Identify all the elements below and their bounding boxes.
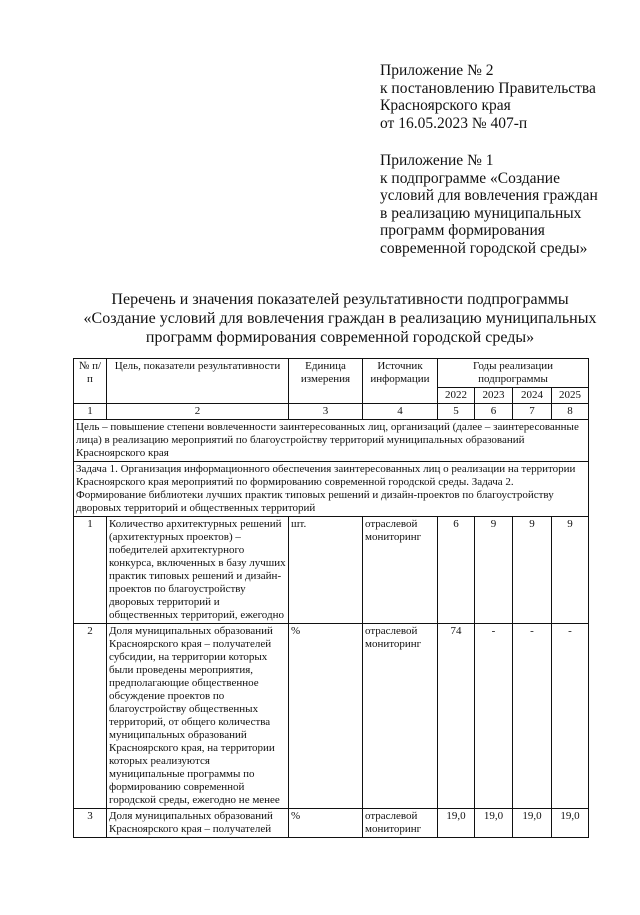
appendix-line: Приложение № 1 bbox=[380, 152, 494, 169]
header-source: Источник информации bbox=[363, 359, 438, 404]
row-source: отраслевой мониторинг bbox=[363, 624, 438, 809]
row-num: 3 bbox=[74, 809, 107, 838]
column-number-row bbox=[74, 404, 589, 420]
appendix-line: к подпрограмме «Создание bbox=[380, 169, 560, 187]
row-name: Количество архитектурных решений (архитектурных проектов) – победителей архитектурного конкурса, включенных в базу лучших практик типовых решений и дизайн-проектов по благоустройству дворовых территорий и общественных территорий, ежегодно bbox=[107, 517, 289, 624]
header-year-2024: 2024 bbox=[513, 388, 552, 404]
title-line: «Создание условий для вовлечения граждан в реализацию муниципальных bbox=[83, 310, 597, 327]
column-number: 2 bbox=[107, 404, 289, 420]
row-num: 1 bbox=[74, 517, 107, 624]
row-source: отраслевой мониторинг bbox=[363, 809, 438, 838]
appendix-line: программ формирования bbox=[380, 222, 545, 239]
row-value-2022: 6 bbox=[438, 517, 475, 624]
row-num: 2 bbox=[74, 624, 107, 809]
table-row bbox=[74, 624, 589, 809]
row-value-2022: 19,0 bbox=[438, 809, 475, 838]
appendix-line: условий для вовлечения граждан bbox=[380, 187, 598, 204]
row-unit: шт. bbox=[289, 517, 363, 624]
row-name: Доля муниципальных образований Красноярского края – получателей bbox=[107, 809, 289, 838]
appendix-line: в реализацию муниципальных bbox=[380, 204, 582, 222]
row-unit: % bbox=[289, 624, 363, 809]
appendix-line: современной городской среды» bbox=[380, 239, 588, 257]
row-source: отраслевой мониторинг bbox=[363, 517, 438, 624]
table-row bbox=[74, 517, 589, 624]
column-number: 5 bbox=[438, 404, 475, 420]
row-value-2023: - bbox=[475, 624, 513, 809]
column-number: 6 bbox=[475, 404, 513, 420]
row-value-2022: 74 bbox=[438, 624, 475, 809]
row-value-2024: 9 bbox=[513, 517, 552, 624]
table-row bbox=[74, 809, 589, 838]
row-value-2025: 9 bbox=[552, 517, 589, 624]
header-year-2023: 2023 bbox=[475, 388, 513, 404]
appendix-line: от 16.05.2023 № 407-п bbox=[380, 114, 528, 132]
row-value-2025: - bbox=[552, 624, 589, 809]
header-goal: Цель, показатели результативности bbox=[107, 359, 289, 404]
row-value-2025: 19,0 bbox=[552, 809, 589, 838]
column-number: 3 bbox=[289, 404, 363, 420]
tasks-row bbox=[74, 462, 589, 517]
header-year-2025: 2025 bbox=[552, 388, 589, 404]
row-value-2023: 19,0 bbox=[475, 809, 513, 838]
goal-text: Цель – повышение степени вовлеченности заинтересованных лиц, организаций (далее – заинтересованные лица) в реализацию мероприятий по благоустройству территорий муниципальных образований Красноярского края bbox=[74, 420, 589, 462]
header-year-2022: 2022 bbox=[438, 388, 475, 404]
row-unit: % bbox=[289, 809, 363, 838]
header-years-group: Годы реализации подпрограммы bbox=[438, 359, 589, 388]
document-title bbox=[60, 290, 620, 347]
row-value-2024: 19,0 bbox=[513, 809, 552, 838]
title-line: Перечень и значения показателей результативности подпрограммы bbox=[111, 291, 569, 308]
column-number: 1 bbox=[74, 404, 107, 420]
row-value-2024: - bbox=[513, 624, 552, 809]
goal-row bbox=[74, 420, 589, 462]
column-number: 4 bbox=[363, 404, 438, 420]
column-number: 7 bbox=[513, 404, 552, 420]
row-name: Доля муниципальных образований Красноярского края – получателей субсидии, на территории которых были проведены мероприятия, предполагающие общественное обсуждение проектов по благоустройству общественных территорий, от общего количества муниципальных образований Красноярского края, на территории которых реализуются муниципальные программы по формированию современной городской среды, ежегодно не менее bbox=[107, 624, 289, 809]
appendix-line: к постановлению Правительства bbox=[380, 79, 596, 97]
indicators-table bbox=[73, 358, 589, 838]
appendix-2-header bbox=[380, 62, 596, 132]
header-unit: Единица измерения bbox=[289, 359, 363, 404]
column-number: 8 bbox=[552, 404, 589, 420]
appendix-line: Красноярского края bbox=[380, 97, 511, 114]
appendix-1-header bbox=[380, 152, 598, 257]
title-line: программ формирования современной городской среды» bbox=[145, 329, 535, 346]
row-value-2023: 9 bbox=[475, 517, 513, 624]
appendix-line: Приложение № 2 bbox=[380, 62, 494, 79]
header-num: № п/п bbox=[74, 359, 107, 404]
tasks-text: Задача 1. Организация информационного обеспечения заинтересованных лиц о реализации на территории Красноярского края мероприятий по формированию современной городской среды. Задача 2. Формирование библиотеки лучших практик типовых решений и дизайн-проектов по благоустройству дворовых территорий и общественных территорий bbox=[74, 462, 589, 517]
